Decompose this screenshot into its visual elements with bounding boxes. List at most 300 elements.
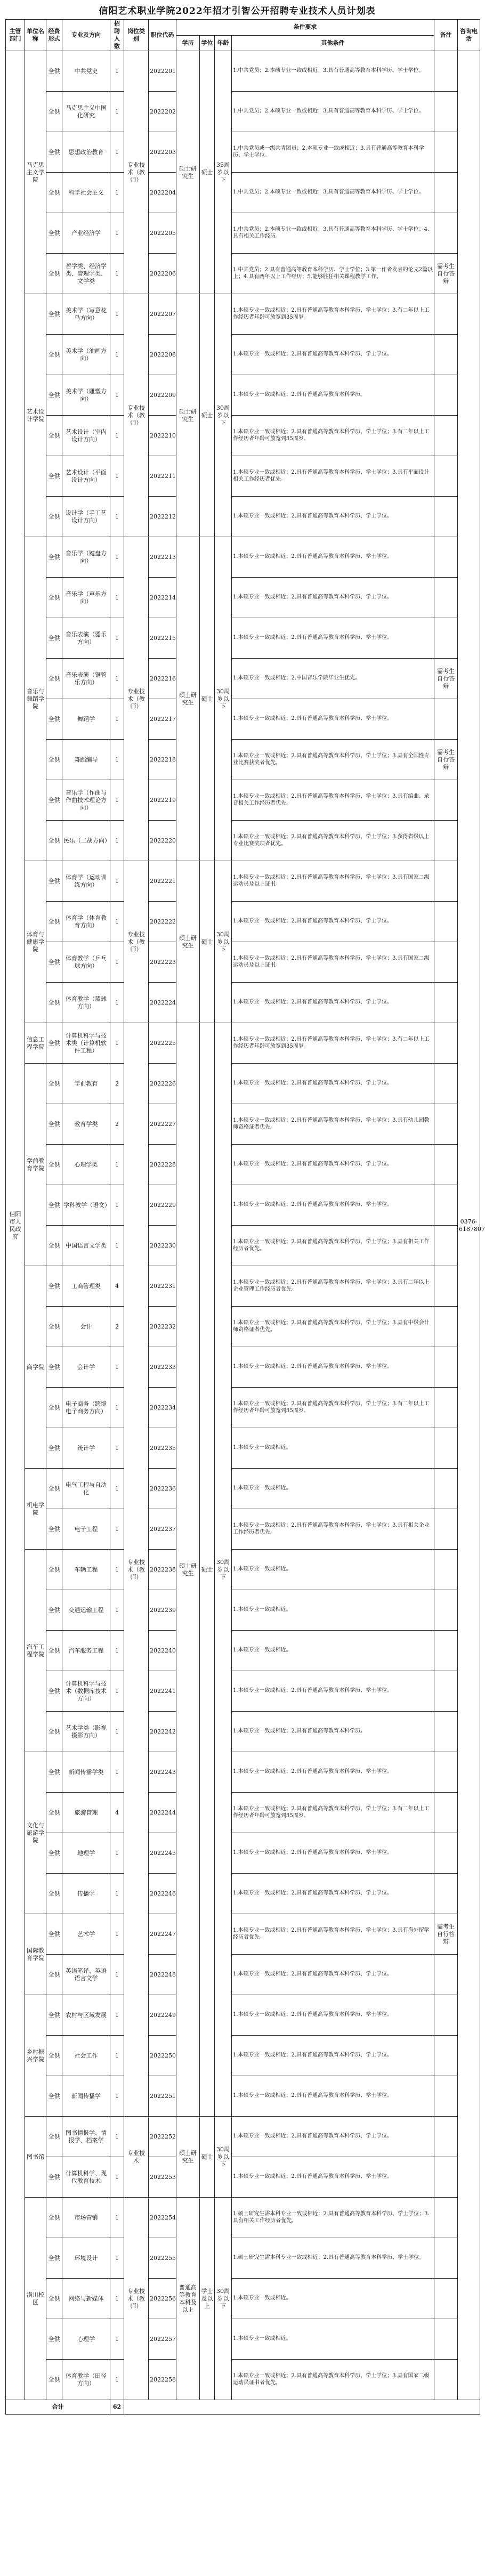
- other-conditions-cell: 1.本硕专业一致或相近；2.具有普通高等教育本科学历、学士学位。: [232, 578, 434, 618]
- count-cell: 1: [110, 1145, 124, 1185]
- count-cell: 1: [110, 375, 124, 416]
- table-row: [6, 1226, 480, 1266]
- other-conditions-cell: 1.本硕专业一致或相近；2.具有普通高等教育本科学历、学士学位。: [232, 2157, 434, 2198]
- major-cell: 电子工程: [62, 1509, 110, 1550]
- funding-cell: 全供: [46, 1509, 62, 1550]
- table-row: [6, 902, 480, 942]
- funding-cell: 全供: [46, 1185, 62, 1226]
- edu-cell: 硕士研究生: [176, 294, 200, 537]
- code-cell: 2022226: [149, 1064, 176, 1104]
- funding-cell: 全供: [46, 51, 62, 92]
- major-cell: 体育教学（乒乓球方向）: [62, 942, 110, 983]
- table-row: [6, 2360, 480, 2400]
- post-cell: 专业技术（教师）: [124, 1023, 149, 2117]
- total-row: [6, 2400, 480, 2415]
- header-major: 专业及方向: [62, 20, 110, 51]
- major-cell: 美术学（油画方向）: [62, 335, 110, 375]
- count-cell: 1: [110, 699, 124, 740]
- count-cell: 1: [110, 2157, 124, 2198]
- code-cell: 2022215: [149, 618, 176, 659]
- recruitment-plan-table: [5, 19, 485, 2415]
- age-cell: 30周岁以下: [215, 2198, 232, 2400]
- major-cell: 体育教学（田径方向）: [62, 2360, 110, 2400]
- table-row: [6, 1671, 480, 1712]
- count-cell: 1: [110, 1509, 124, 1550]
- table-row: [6, 780, 480, 821]
- code-cell: 2022240: [149, 1631, 176, 1671]
- other-conditions-cell: 1.本硕专业一致或相近；2.具有普通高等教育本科学历、学士学位。: [232, 2117, 434, 2157]
- other-conditions-cell: 1.本硕专业一致或相近；2.具有普通高等教育本科学历、学士学位。: [232, 1752, 434, 1793]
- table-row: [6, 254, 480, 294]
- org-cell: 商学院: [25, 1266, 46, 1469]
- code-cell: 2022225: [149, 1023, 176, 1064]
- funding-cell: 全供: [46, 1833, 62, 1874]
- major-cell: 英语笔译、英语语言文学: [62, 1955, 110, 1995]
- code-cell: 2022214: [149, 578, 176, 618]
- other-conditions-cell: 1.硕士研究生需本科专业一致或相近；2.具有普通高等教育本科学历、学士学位。: [232, 2238, 434, 2279]
- table-row: [6, 1266, 480, 1307]
- header-edu: 学历: [176, 35, 200, 51]
- funding-cell: 全供: [46, 416, 62, 456]
- table-row: [6, 1631, 480, 1671]
- other-conditions-cell: 1.本硕专业一致或相近；2.具有普通高等教育本科学历、学士学位。: [232, 1671, 434, 1712]
- major-cell: 体育学（运动训练方向）: [62, 861, 110, 902]
- table-row: [6, 1469, 480, 1509]
- table-row: [6, 740, 480, 780]
- funding-cell: 全供: [46, 659, 62, 699]
- funding-cell: 全供: [46, 740, 62, 780]
- major-cell: 艺术学: [62, 1914, 110, 1955]
- major-cell: 统计学: [62, 1428, 110, 1469]
- code-cell: 2022205: [149, 213, 176, 254]
- major-cell: 心理学类: [62, 1145, 110, 1185]
- edu-cell: 硕士研究生: [176, 537, 200, 861]
- header-row: [6, 20, 480, 36]
- table-row: [6, 1104, 480, 1145]
- funding-cell: 全供: [46, 1712, 62, 1752]
- funding-cell: 全供: [46, 2279, 62, 2319]
- remark-cell: [434, 132, 458, 173]
- remark-cell: 需考生自行答辩: [434, 254, 458, 294]
- remark-cell: 需考生自行答辩: [434, 740, 458, 780]
- funding-cell: 全供: [46, 254, 62, 294]
- count-cell: 2: [110, 1064, 124, 1104]
- code-cell: 2022218: [149, 740, 176, 780]
- count-cell: 1: [110, 2238, 124, 2279]
- remark-cell: [434, 2117, 458, 2157]
- remark-cell: [434, 942, 458, 983]
- code-cell: 2022209: [149, 375, 176, 416]
- major-cell: 舞蹈编导: [62, 740, 110, 780]
- code-cell: 2022223: [149, 942, 176, 983]
- count-cell: 1: [110, 659, 124, 699]
- remark-cell: [434, 578, 458, 618]
- remark-cell: [434, 1266, 458, 1307]
- funding-cell: 全供: [46, 456, 62, 497]
- major-cell: 音乐学（键盘方向）: [62, 537, 110, 578]
- remark-cell: [434, 1995, 458, 2036]
- funding-cell: 全供: [46, 1590, 62, 1631]
- code-cell: 2022228: [149, 1145, 176, 1185]
- code-cell: 2022219: [149, 780, 176, 821]
- remark-cell: [434, 983, 458, 1023]
- count-cell: 1: [110, 1388, 124, 1428]
- code-cell: 2022248: [149, 1955, 176, 1995]
- count-cell: 1: [110, 902, 124, 942]
- other-conditions-cell: 1.本硕专业一致或相近。: [232, 2319, 434, 2360]
- header-count: 招聘人数: [110, 20, 124, 51]
- funding-cell: 全供: [46, 1347, 62, 1388]
- major-cell: 传播学: [62, 1874, 110, 1914]
- edu-cell: 硕士研究生: [176, 1023, 200, 2117]
- funding-cell: 全供: [46, 1469, 62, 1509]
- code-cell: 2022249: [149, 1995, 176, 2036]
- edu-cell: 硕士研究生: [176, 51, 200, 294]
- count-cell: 1: [110, 2117, 124, 2157]
- degree-cell: 硕士: [200, 1023, 215, 2117]
- table-row: [6, 1590, 480, 1631]
- major-cell: 网络与新媒体: [62, 2279, 110, 2319]
- major-cell: 旅游管理: [62, 1793, 110, 1833]
- count-cell: 1: [110, 1469, 124, 1509]
- count-cell: 2: [110, 1307, 124, 1347]
- code-cell: 2022239: [149, 1590, 176, 1631]
- table-row: [6, 618, 480, 659]
- funding-cell: 全供: [46, 1388, 62, 1428]
- code-cell: 2022207: [149, 294, 176, 335]
- count-cell: 1: [110, 335, 124, 375]
- code-cell: 2022229: [149, 1185, 176, 1226]
- table-row: [6, 2238, 480, 2279]
- table-row: [6, 1185, 480, 1226]
- count-cell: 4: [110, 1266, 124, 1307]
- count-cell: 1: [110, 537, 124, 578]
- other-conditions-cell: 1.本硕专业一致或相近；2.具有普通高等教育本科学历。: [232, 1712, 434, 1752]
- remark-cell: [434, 537, 458, 578]
- funding-cell: 全供: [46, 861, 62, 902]
- other-conditions-cell: 1.本硕专业一致或相近；2.具有普通高等教育本科学历、学士学位；3.具有中级会计师资格证者优先。: [232, 1307, 434, 1347]
- count-cell: 1: [110, 2279, 124, 2319]
- major-cell: 电气工程与自动化: [62, 1469, 110, 1509]
- remark-cell: [434, 213, 458, 254]
- remark-cell: [434, 1671, 458, 1712]
- other-conditions-cell: 1.本硕专业一致或相近。: [232, 1428, 434, 1469]
- major-cell: 图书情报学、情报学、档案学: [62, 2117, 110, 2157]
- count-cell: 1: [110, 861, 124, 902]
- funding-cell: 全供: [46, 132, 62, 173]
- major-cell: 电子商务（跨境电子商务方向）: [62, 1388, 110, 1428]
- org-cell: 乡村振兴学院: [25, 1995, 46, 2117]
- table-row: [6, 1428, 480, 1469]
- major-cell: 音乐表演（器乐方向）: [62, 618, 110, 659]
- count-cell: 1: [110, 578, 124, 618]
- table-row: [6, 1550, 480, 1590]
- count-cell: 1: [110, 2319, 124, 2360]
- header-age: 年龄: [215, 35, 232, 51]
- remark-cell: [434, 1874, 458, 1914]
- table-row: [6, 1995, 480, 2036]
- funding-cell: 全供: [46, 1104, 62, 1145]
- org-cell: 国际教育学院: [25, 1914, 46, 1995]
- document-title: 信阳艺术职业学院2022年招才引智公开招聘专业技术人员计划表: [99, 6, 376, 17]
- code-cell: 2022203: [149, 132, 176, 173]
- org-cell: 信息工程学院: [25, 1023, 46, 1064]
- code-cell: 2022251: [149, 2076, 176, 2117]
- funding-cell: 全供: [46, 92, 62, 132]
- table-row: [6, 1793, 480, 1833]
- code-cell: 2022246: [149, 1874, 176, 1914]
- table-row: [6, 983, 480, 1023]
- age-cell: 30周岁以下: [215, 1023, 232, 2117]
- code-cell: 2022221: [149, 861, 176, 902]
- code-cell: 2022244: [149, 1793, 176, 1833]
- other-conditions-cell: 1.本硕专业一致或相近。: [232, 1550, 434, 1590]
- count-cell: 1: [110, 1428, 124, 1469]
- table-row: [6, 497, 480, 537]
- major-cell: 市场营销: [62, 2198, 110, 2238]
- major-cell: 学前教育: [62, 1064, 110, 1104]
- funding-cell: 全供: [46, 537, 62, 578]
- remark-cell: [434, 2198, 458, 2238]
- funding-cell: 全供: [46, 902, 62, 942]
- remark-cell: [434, 1388, 458, 1428]
- count-cell: 1: [110, 1226, 124, 1266]
- other-conditions-cell: 1.本硕专业一致或相近；2.具有普通高等教育本科学历、学士学位。: [232, 2076, 434, 2117]
- code-cell: 2022245: [149, 1833, 176, 1874]
- table-row: [6, 537, 480, 578]
- major-cell: 教育学类: [62, 1104, 110, 1145]
- other-conditions-cell: 1.本硕专业一致或相近；2.具有普通高等教育本科学历、学士学位。: [232, 1874, 434, 1914]
- remark-cell: [434, 1307, 458, 1347]
- other-conditions-cell: 1.本硕专业一致或相近；2.具有普通高等教育本科学历、学士学位；3.有二年以上工作经历者年龄可放宽到35周岁。: [232, 416, 434, 456]
- remark-cell: [434, 780, 458, 821]
- table-row: [6, 1874, 480, 1914]
- funding-cell: 全供: [46, 1793, 62, 1833]
- count-cell: 1: [110, 132, 124, 173]
- code-cell: 2022242: [149, 1712, 176, 1752]
- major-cell: 新闻传播学: [62, 2076, 110, 2117]
- other-conditions-cell: 1.本硕专业一致或相近；2.具有普通高等教育本科学历、学士学位；3.获得省级以上专业比赛奖项者优先。: [232, 821, 434, 861]
- header-remark: 备注: [434, 20, 458, 51]
- other-conditions-cell: 1.本硕专业一致或相近；2.具有普通高等教育本科学历、学士学位；3.具有平面设计相关工作经历者优先。: [232, 456, 434, 497]
- org-cell: 体育与健康学院: [25, 861, 46, 1023]
- major-cell: 艺术学类（影视摄影方向）: [62, 1712, 110, 1752]
- code-cell: 2022235: [149, 1428, 176, 1469]
- header-unit: 主管部门: [6, 20, 25, 51]
- funding-cell: 全供: [46, 2238, 62, 2279]
- remark-cell: [434, 51, 458, 92]
- document-page: [5, 3, 485, 2415]
- org-cell: 学前教育学院: [25, 1064, 46, 1266]
- remark-cell: [434, 1104, 458, 1145]
- code-cell: 2022254: [149, 2198, 176, 2238]
- funding-cell: 全供: [46, 780, 62, 821]
- table-row: [6, 1752, 480, 1793]
- header-post: 岗位类别: [124, 20, 149, 51]
- table-row: [6, 1712, 480, 1752]
- funding-cell: 全供: [46, 1874, 62, 1914]
- count-cell: 1: [110, 1590, 124, 1631]
- edu-cell: 硕士研究生: [176, 2117, 200, 2198]
- other-conditions-cell: 1.本硕专业一致或相近；2.具有普通高等教育本科学历、学士学位；3.有二年以上工作经历者年龄可放宽到35周岁。: [232, 1388, 434, 1428]
- other-conditions-cell: 1.本硕专业一致或相近；2.具有普通高等教育本科学历、学士学位；3.具有国家二级运动员证书者优先。: [232, 2360, 434, 2400]
- remark-cell: [434, 1185, 458, 1226]
- table-row: [6, 699, 480, 740]
- count-cell: 1: [110, 416, 124, 456]
- funding-cell: 全供: [46, 1671, 62, 1712]
- remark-cell: [434, 1064, 458, 1104]
- major-cell: 体育教学（篮球方向）: [62, 983, 110, 1023]
- other-conditions-cell: 1.本硕专业一致或相近；2.具有普通高等教育本科学历、学士学位。: [232, 902, 434, 942]
- remark-cell: [434, 699, 458, 740]
- other-conditions-cell: 1.本硕专业一致或相近；2.具有普通高等教育本科学历。: [232, 375, 434, 416]
- degree-cell: 硕士: [200, 537, 215, 861]
- other-conditions-cell: 1.本硕专业一致或相近；2.具有普通高等教育本科学历、学士学位。: [232, 983, 434, 1023]
- count-cell: 1: [110, 1995, 124, 2036]
- table-body: [6, 51, 485, 2415]
- count-cell: 1: [110, 1023, 124, 1064]
- remark-cell: [434, 1023, 458, 1064]
- remark-cell: [434, 1631, 458, 1671]
- remark-cell: [434, 821, 458, 861]
- header-type: 经费形式: [46, 20, 62, 51]
- code-cell: 2022230: [149, 1226, 176, 1266]
- code-cell: 2022232: [149, 1307, 176, 1347]
- major-cell: 美术学（雕塑方向）: [62, 375, 110, 416]
- total-count: 62: [110, 2400, 124, 2415]
- major-cell: 哲学类、经济学类、管理学类、文学类: [62, 254, 110, 294]
- other-conditions-cell: 1.中共党员；2.本硕专业一致或相近；3.具有普通高等教育本科学历、学士学位；4.具有相关工作经历。: [232, 213, 434, 254]
- funding-cell: 全供: [46, 1995, 62, 2036]
- funding-cell: 全供: [46, 1428, 62, 1469]
- code-cell: 2022206: [149, 254, 176, 294]
- count-cell: 1: [110, 1631, 124, 1671]
- org-cell: 图书馆: [25, 2117, 46, 2198]
- table-row: [6, 2036, 480, 2076]
- degree-cell: 学士及以上: [200, 2198, 215, 2400]
- other-conditions-cell: 1.本硕专业一致或相近。: [232, 1469, 434, 1509]
- count-cell: 4: [110, 1793, 124, 1833]
- remark-cell: [434, 497, 458, 537]
- header-degree: 学位: [200, 35, 215, 51]
- degree-cell: 硕士: [200, 861, 215, 1023]
- count-cell: 1: [110, 2036, 124, 2076]
- table-row: [6, 1914, 480, 1955]
- code-cell: 2022217: [149, 699, 176, 740]
- phone-cell: 0376-6187807: [458, 51, 480, 2400]
- org-cell: 马克思主义学院: [25, 51, 46, 294]
- remark-cell: [434, 1955, 458, 1995]
- count-cell: 1: [110, 1550, 124, 1590]
- remark-cell: [434, 618, 458, 659]
- remark-cell: [434, 1833, 458, 1874]
- code-cell: 2022211: [149, 456, 176, 497]
- code-cell: 2022257: [149, 2319, 176, 2360]
- other-conditions-cell: 1.本硕专业一致或相近；2.具有普通高等教育本科学历、学士学位；3.具有幼儿园教师资格证者优先。: [232, 1104, 434, 1145]
- major-cell: 美术学（写意花鸟方向）: [62, 294, 110, 335]
- other-conditions-cell: 1.本硕专业一致或相近；2.具有普通高等教育本科学历、学士学位；3.具有相关企业工作经历者优先。: [232, 1509, 434, 1550]
- count-cell: 1: [110, 173, 124, 213]
- funding-cell: 全供: [46, 375, 62, 416]
- table-row: [6, 213, 480, 254]
- funding-cell: 全供: [46, 2198, 62, 2238]
- funding-cell: 全供: [46, 1145, 62, 1185]
- table-row: [6, 2319, 480, 2360]
- remark-cell: [434, 1509, 458, 1550]
- edu-cell: 硕士研究生: [176, 861, 200, 1023]
- total-empty: [124, 2400, 480, 2415]
- count-cell: 2: [110, 1104, 124, 1145]
- remark-cell: [434, 1428, 458, 1469]
- major-cell: 计算机科学与技术（数据库技术方向）: [62, 1671, 110, 1712]
- age-cell: 30周岁以下: [215, 861, 232, 1023]
- table-row: [6, 2076, 480, 2117]
- remark-cell: [434, 1590, 458, 1631]
- table-row: [6, 1388, 480, 1428]
- table-row: [6, 578, 480, 618]
- table-row: [6, 2117, 480, 2157]
- org-cell: 潢川校区: [25, 2198, 46, 2400]
- code-cell: 2022231: [149, 1266, 176, 1307]
- code-cell: 2022213: [149, 537, 176, 578]
- count-cell: 1: [110, 294, 124, 335]
- other-conditions-cell: 1.本硕专业一致或相近；2.具有普通高等教育本科学历、学士学位。: [232, 335, 434, 375]
- count-cell: 1: [110, 740, 124, 780]
- code-cell: 2022233: [149, 1347, 176, 1388]
- table-row: [6, 1955, 480, 1995]
- count-cell: 1: [110, 1914, 124, 1955]
- other-conditions-cell: 1.本硕专业一致或相近；2.具有普通高等教育本科学历、学士学位；3.有二年以上工作经历者年龄可放宽到35周岁。: [232, 294, 434, 335]
- other-conditions-cell: 1.本硕专业一致或相近。: [232, 1590, 434, 1631]
- major-cell: 中共党史: [62, 51, 110, 92]
- other-conditions-cell: 1.本硕专业一致或相近；2.中国音乐学院毕业生优先。: [232, 659, 434, 699]
- code-cell: 2022222: [149, 902, 176, 942]
- table-row: [6, 1509, 480, 1550]
- other-conditions-cell: 1.本硕专业一致或相近。: [232, 2279, 434, 2319]
- code-cell: 2022220: [149, 821, 176, 861]
- table-row: [6, 1347, 480, 1388]
- other-conditions-cell: 1.本硕专业一致或相近；2.具有普通高等教育本科学历、学士学位。: [232, 1347, 434, 1388]
- age-cell: 30周岁以下: [215, 2117, 232, 2198]
- major-cell: 农村与区域发展: [62, 1995, 110, 2036]
- code-cell: 2022210: [149, 416, 176, 456]
- other-conditions-cell: 1.本硕专业一致或相近；2.具有普通高等教育本科学历、学士学位。: [232, 1995, 434, 2036]
- table-row: [6, 1833, 480, 1874]
- degree-cell: 硕士: [200, 294, 215, 537]
- other-conditions-cell: 1.本硕专业一致或相近；2.具有普通高等教育本科学历、学士学位。: [232, 699, 434, 740]
- code-cell: 2022253: [149, 2157, 176, 2198]
- other-conditions-cell: 1.硕士研究生需本科专业一致或相近；2.具有普通高等教育本科学历、学士学位；3.具有相关工作经历者优先。: [232, 2198, 434, 2238]
- funding-cell: 全供: [46, 1266, 62, 1307]
- count-cell: 1: [110, 942, 124, 983]
- post-cell: 专业技术（教师）: [124, 2198, 149, 2400]
- table-row: [6, 375, 480, 416]
- funding-cell: 全供: [46, 2157, 62, 2198]
- code-cell: 2022247: [149, 1914, 176, 1955]
- code-cell: 2022236: [149, 1469, 176, 1509]
- count-cell: 1: [110, 2076, 124, 2117]
- count-cell: 1: [110, 1955, 124, 1995]
- major-cell: 工商管理类: [62, 1266, 110, 1307]
- funding-cell: 全供: [46, 294, 62, 335]
- other-conditions-cell: 1.本硕专业一致或相近；2.具有普通高等教育本科学历、学士学位；3.具有国家二级运动员及以上证书。: [232, 861, 434, 902]
- table-row: [6, 51, 480, 92]
- major-cell: 新闻传播学类: [62, 1752, 110, 1793]
- code-cell: 2022256: [149, 2279, 176, 2319]
- org-cell: 文化与旅游学院: [25, 1752, 46, 1914]
- code-cell: 2022252: [149, 2117, 176, 2157]
- dept-cell: 信阳市人民政府: [6, 51, 25, 2400]
